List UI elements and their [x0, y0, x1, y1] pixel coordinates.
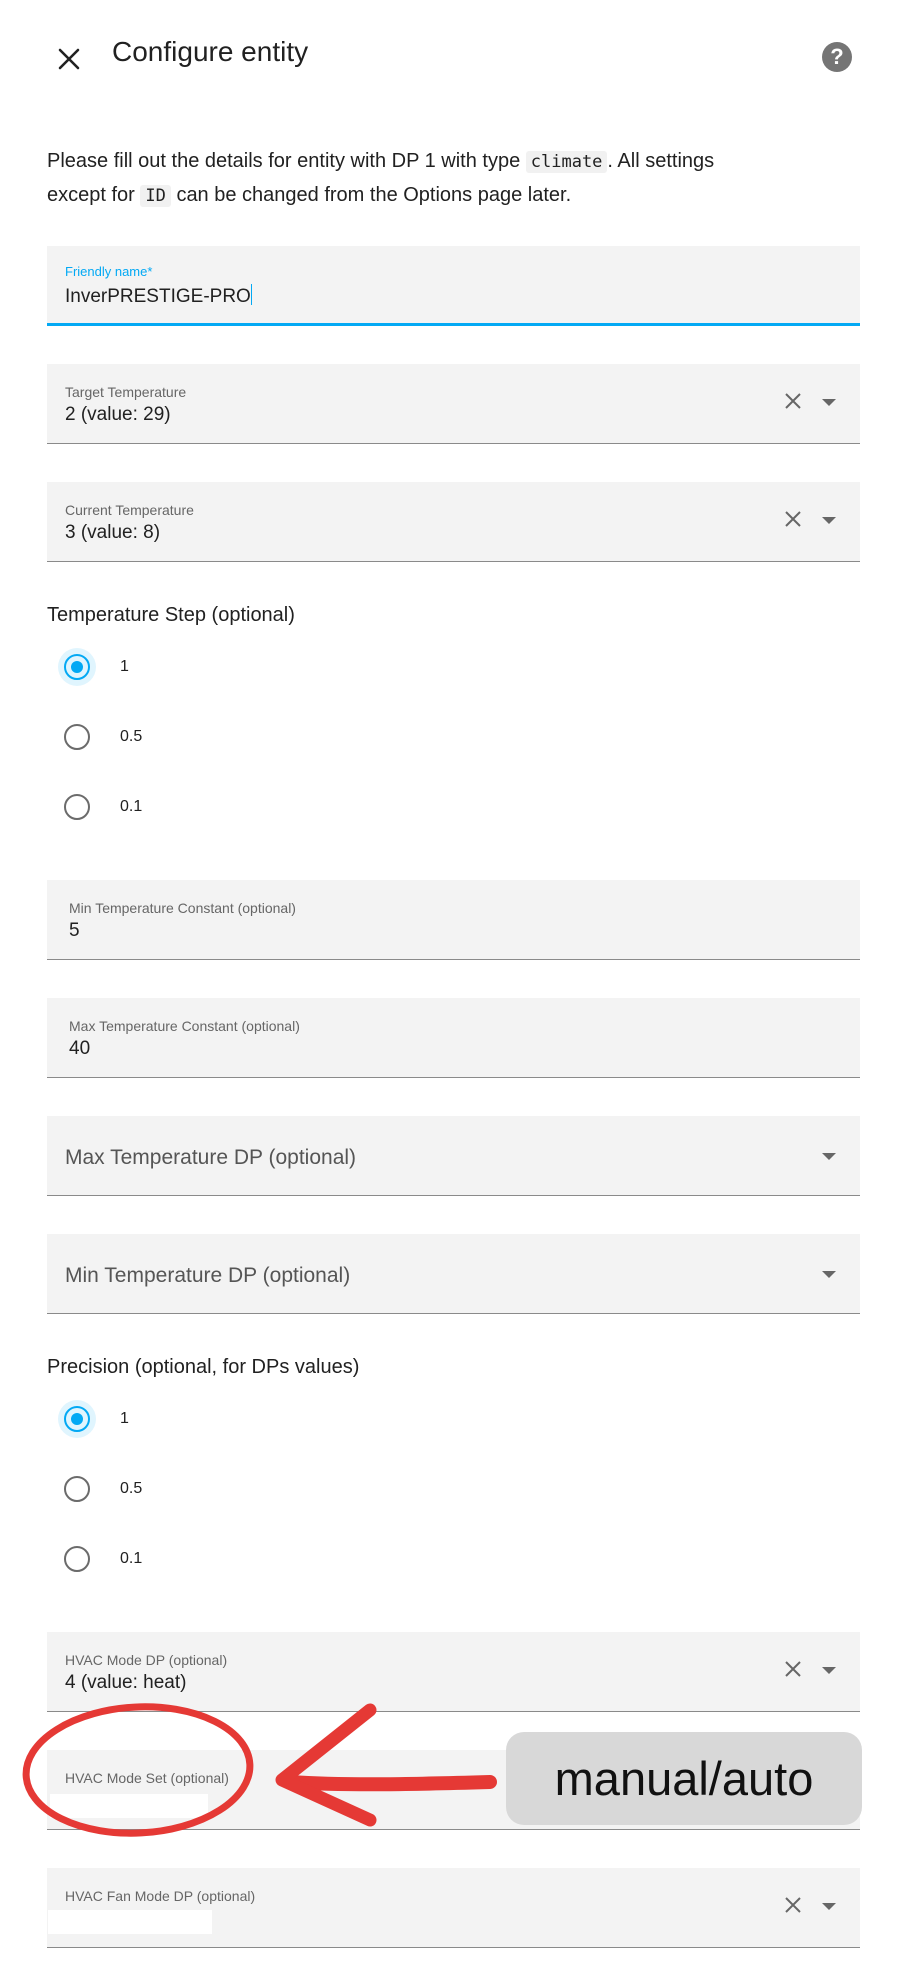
min-temperature-constant-field[interactable] [47, 880, 860, 960]
close-button[interactable] [50, 38, 90, 78]
temperature-step-option-label: 0.1 [120, 798, 143, 815]
close-icon [50, 38, 90, 78]
precision-option[interactable] [64, 1539, 142, 1579]
precision-option-label: 0.5 [120, 1480, 143, 1497]
dropdown-arrow-icon[interactable] [822, 399, 836, 406]
friendly-name-field[interactable] [47, 246, 860, 326]
temperature-step-option[interactable] [64, 717, 142, 757]
hvac-mode-set-label: HVAC Mode Set (optional) [65, 1770, 229, 1786]
precision-option-label: 0.1 [120, 1550, 143, 1567]
clear-icon[interactable] [782, 508, 804, 530]
clear-icon[interactable] [782, 1894, 804, 1916]
friendly-name-value: InverPRESTIGE-PRO [65, 286, 251, 307]
current-temperature-label: Current Temperature [65, 502, 194, 518]
dropdown-arrow-icon[interactable] [822, 517, 836, 524]
dropdown-arrow-icon[interactable] [822, 1153, 836, 1160]
temperature-step-option-label: 1 [120, 658, 129, 675]
precision-heading: Precision (optional, for DPs values) [47, 1356, 360, 1378]
radio-checked-icon[interactable] [64, 1406, 90, 1432]
entity-type-code: climate [526, 151, 608, 173]
precision-option[interactable] [64, 1469, 142, 1509]
clear-icon[interactable] [782, 390, 804, 412]
max-temperature-constant-value: 40 [69, 1038, 91, 1059]
precision-option[interactable] [64, 1399, 129, 1439]
radio-unchecked-icon[interactable] [64, 1546, 90, 1572]
current-temperature-value: 3 (value: 8) [65, 522, 161, 543]
max-temperature-dp-select[interactable] [47, 1116, 860, 1196]
annotation-label: manual/auto [506, 1732, 862, 1825]
dialog-description [47, 145, 847, 213]
min-temperature-dp-placeholder: Min Temperature DP (optional) [65, 1264, 351, 1287]
hvac-mode-dp-select[interactable] [47, 1632, 860, 1712]
temperature-step-option[interactable] [64, 787, 142, 827]
temperature-step-option-label: 0.5 [120, 728, 143, 745]
temperature-step-heading: Temperature Step (optional) [47, 604, 295, 626]
hvac-fan-mode-dp-label: HVAC Fan Mode DP (optional) [65, 1888, 256, 1904]
help-icon[interactable]: ? [822, 42, 852, 72]
dropdown-arrow-icon[interactable] [822, 1271, 836, 1278]
min-temperature-constant-label: Min Temperature Constant (optional) [69, 900, 296, 916]
target-temperature-select[interactable] [47, 364, 860, 444]
description-text: can be changed from the Options page later. [176, 184, 572, 206]
dropdown-arrow-icon[interactable] [822, 1667, 836, 1674]
description-text: Please fill out the details for entity with DP 1 with type [47, 150, 521, 172]
radio-unchecked-icon[interactable] [64, 1476, 90, 1502]
redaction-patch [48, 1910, 212, 1934]
friendly-name-label: Friendly name* [65, 264, 153, 279]
description-text: . All settings [607, 150, 715, 172]
hvac-fan-mode-dp-select[interactable] [47, 1868, 860, 1948]
dropdown-arrow-icon[interactable] [822, 1903, 836, 1910]
hvac-mode-dp-label: HVAC Mode DP (optional) [65, 1652, 228, 1668]
radio-checked-icon[interactable] [64, 654, 90, 680]
target-temperature-label: Target Temperature [65, 384, 187, 400]
max-temperature-dp-placeholder: Max Temperature DP (optional) [65, 1146, 357, 1169]
max-temperature-constant-field[interactable] [47, 998, 860, 1078]
dialog-title: Configure entity [112, 36, 309, 67]
radio-unchecked-icon[interactable] [64, 794, 90, 820]
description-text: except for [47, 184, 135, 206]
min-temperature-dp-select[interactable] [47, 1234, 860, 1314]
target-temperature-value: 2 (value: 29) [65, 404, 171, 425]
radio-unchecked-icon[interactable] [64, 724, 90, 750]
clear-icon[interactable] [782, 1658, 804, 1680]
redaction-patch [50, 1794, 208, 1818]
precision-option-label: 1 [120, 1410, 129, 1427]
text-cursor [251, 284, 253, 305]
temperature-step-option[interactable] [64, 647, 129, 687]
hvac-mode-dp-value: 4 (value: heat) [65, 1672, 187, 1693]
min-temperature-constant-value: 5 [69, 920, 80, 941]
id-code: ID [140, 185, 170, 207]
max-temperature-constant-label: Max Temperature Constant (optional) [69, 1018, 300, 1034]
current-temperature-select[interactable] [47, 482, 860, 562]
